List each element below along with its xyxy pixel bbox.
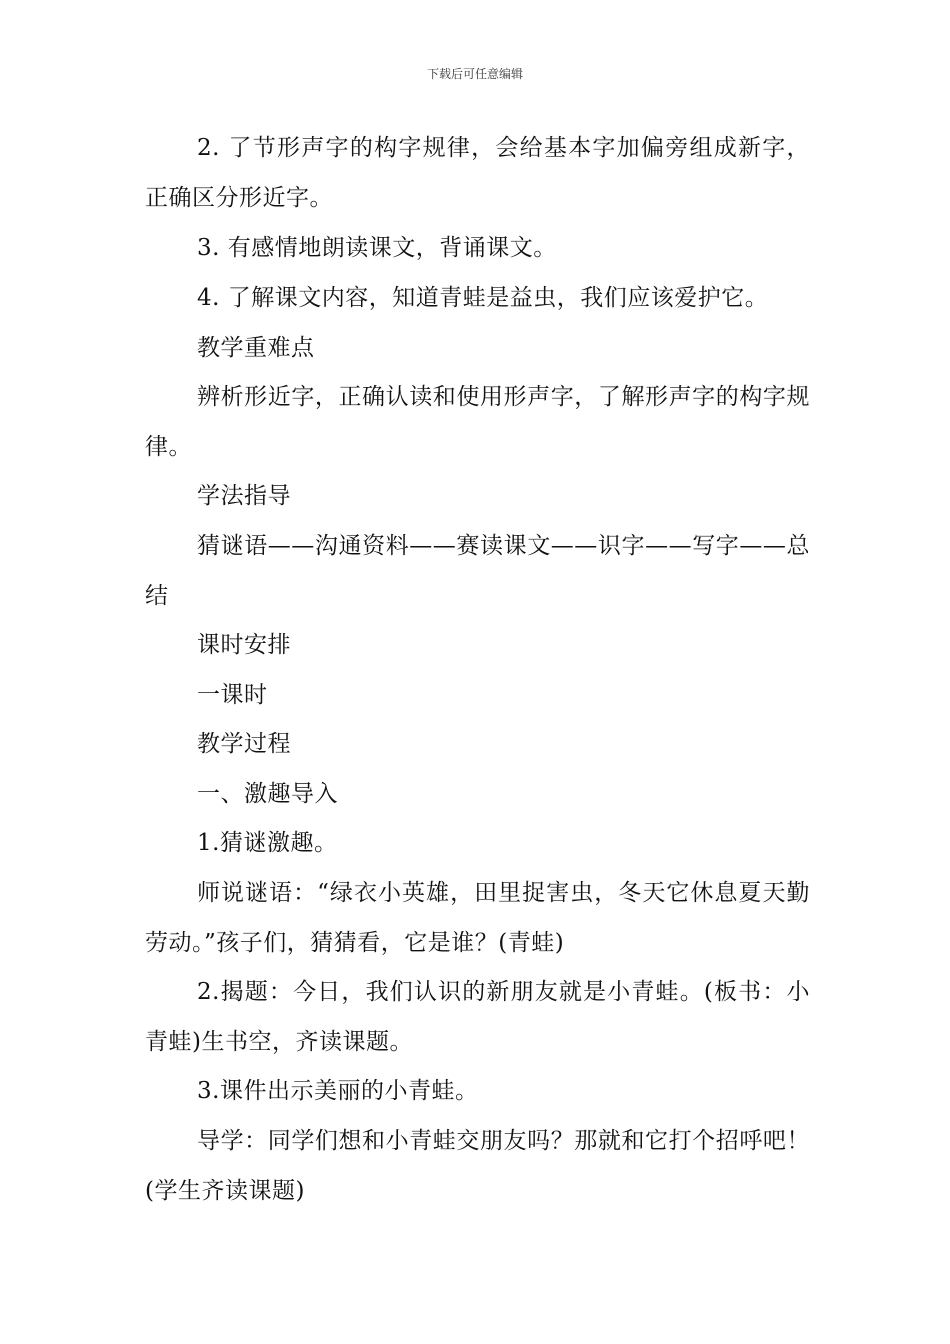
key-points-paragraph: 辨析形近字，正确认读和使用形声字，了解形声字的构字规律。 <box>145 384 810 460</box>
guide-paragraph: 导学：同学们想和小青蛙交朋友吗？那就和它打个招呼吧！(学生齐读课题) <box>145 1128 810 1204</box>
schedule-paragraph: 一课时 <box>197 682 268 708</box>
process-item-1: 1.猜谜激趣。 <box>197 830 338 856</box>
page-header: 下载后可任意编辑 <box>426 67 523 81</box>
objective-3-paragraph: 3. 有感情地朗读课文，背诵课文。 <box>197 235 557 261</box>
objective-4-paragraph: 4. 了解课文内容，知道青蛙是益虫，我们应该爱护它。 <box>197 285 769 311</box>
process-step-heading: 一、激趣导入 <box>197 781 338 807</box>
study-method-paragraph: 猜谜语——沟通资料——赛读课文——识字——写字——总结 <box>145 533 810 609</box>
objective-2-paragraph: 2. 了节形声字的构字规律，会给基本字加偏旁组成新字，正确区分形近字。 <box>145 135 810 211</box>
section-heading-key-points: 教学重难点 <box>197 335 315 361</box>
section-heading-study-method: 学法指导 <box>197 483 291 509</box>
process-item-3: 3.课件出示美丽的小青蛙。 <box>197 1078 479 1104</box>
process-item-2: 2.揭题：今日，我们认识的新朋友就是小青蛙。(板书：小青蛙)生书空，齐读课题。 <box>145 979 810 1055</box>
section-heading-process: 教学过程 <box>197 731 291 757</box>
section-heading-schedule: 课时安排 <box>197 632 291 658</box>
riddle-paragraph: 师说谜语：“绿衣小英雄，田里捉害虫，冬天它休息夏天勤劳动。”孩子们，猜猜看，它是谁？(青蛙) <box>145 880 810 956</box>
